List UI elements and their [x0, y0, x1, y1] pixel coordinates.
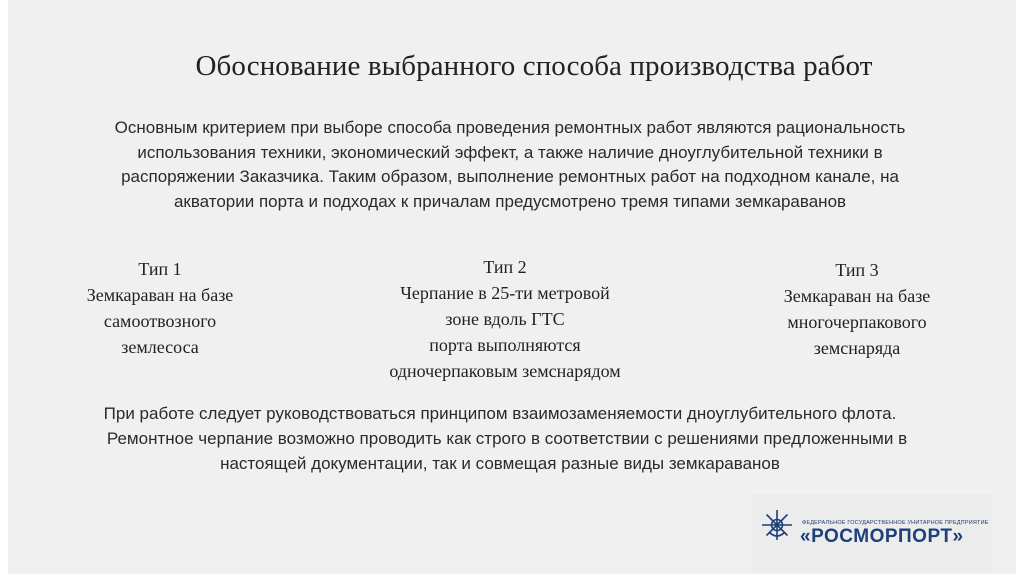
- type-1-line: землесоса: [121, 337, 199, 357]
- slide-title: Обоснование выбранного способа производства работ: [195, 50, 873, 82]
- intro-line: распоряжении Заказчика. Таким образом, выполнение ремонтных работ на подходном канале, на: [121, 167, 899, 186]
- type-3-block: [737, 257, 977, 361]
- conclusion-line: Ремонтное черпание возможно проводить как строго в соответствии с решениями предложенными в: [106, 429, 908, 448]
- intro-line: использования техники, экономический эффект, а также наличие дноуглубительной техники в: [137, 142, 883, 162]
- type-2-heading: Тип 2: [483, 257, 527, 277]
- intro-line: акватории порта и подходах к причалам предусмотрено тремя типами земкараванов: [173, 191, 847, 211]
- logo-subtitle: ФЕДЕРАЛЬНОЕ ГОСУДАРСТВЕННОЕ УНИТАРНОЕ ПРЕДПРИЯТИЕ: [802, 520, 989, 526]
- type-2-line: Черпание в 25-ти метровой: [400, 283, 610, 303]
- slide-left-edge: [0, 0, 8, 574]
- slide-right-edge: [1016, 0, 1024, 574]
- type-1-heading: Тип 1: [138, 259, 182, 279]
- conclusion-line: настоящей документации, так и совмещая разные виды земкараванов: [220, 454, 780, 473]
- type-2-line: порта выполняются: [429, 335, 581, 355]
- logo-name: «РОСМОРПОРТ»: [800, 526, 964, 547]
- type-1-block: [40, 256, 280, 360]
- anchor-emblem-icon: [760, 508, 794, 542]
- intro-line: Основным критерием при выборе способа проведения ремонтных работ являются рациональность: [114, 118, 906, 137]
- intro-paragraph: [60, 116, 960, 214]
- type-1-line: самоотвозного: [103, 311, 217, 331]
- type-3-line: Земкараван на базе: [783, 286, 931, 306]
- type-3-line: многочерпакового: [787, 312, 927, 332]
- type-3-line: земснаряда: [813, 338, 901, 358]
- type-2-block: [330, 254, 680, 384]
- rosmorport-logo: [752, 494, 992, 572]
- type-2-line: одночерпаковым земснарядом: [389, 361, 621, 381]
- conclusion-paragraph: [0, 401, 1024, 476]
- type-3-heading: Тип 3: [835, 260, 879, 280]
- conclusion-line: При работе следует руководствоваться принципом взаимозаменяемости дноуглубительного флота.: [103, 404, 897, 423]
- type-1-line: Земкараван на базе: [86, 285, 234, 305]
- type-2-line: зоне вдоль ГТС: [445, 309, 565, 329]
